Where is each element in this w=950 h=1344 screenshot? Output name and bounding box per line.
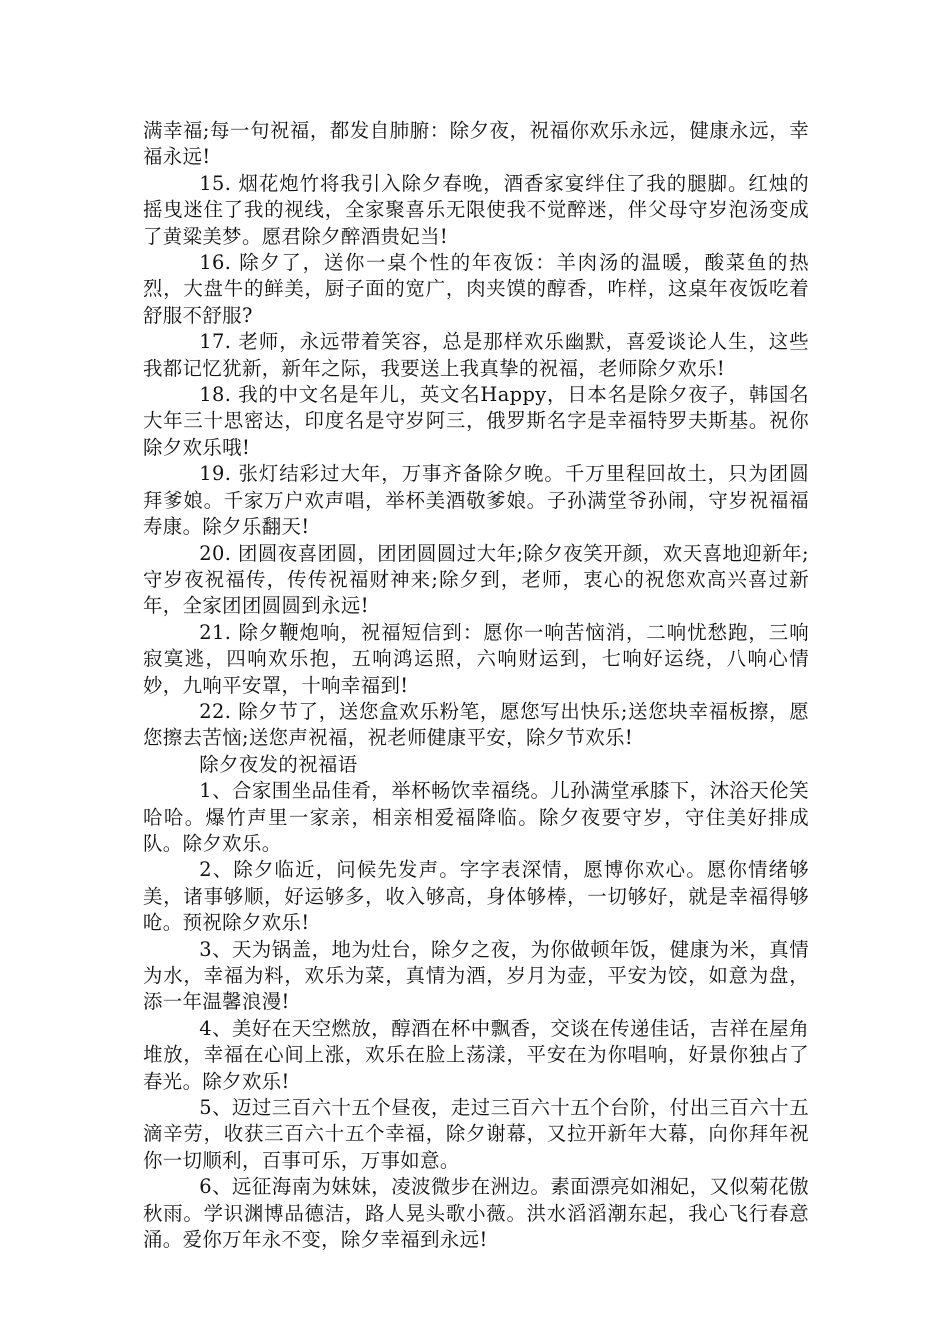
section-heading: 除夕夜发的祝福语 xyxy=(199,752,358,776)
blessing-20: 20. 团圆夜喜团圆，团团圆圆过大年;除夕夜笑开颜，欢天喜地迎新年;守岁夜祝福传，传传祝福财神来;除夕到，老师，衷心的祝您欢高兴喜过新年，全家团团圆圆到永远! xyxy=(143,541,809,618)
blessing-21: 21. 除夕鞭炮响，祝福短信到：愿你一响苦恼消，二响忧愁跑，三响寂寞逃，四响欢乐抱，五响鸿运照，六响财运到，七响好运绕，八响心情妙，九响平安罩，十响幸福到! xyxy=(143,620,809,697)
intro-paragraph: 满幸福;每一句祝福，都发自肺腑：除夕夜，祝福你欢乐永远，健康永远，幸福永远! xyxy=(143,119,809,169)
greeting-1: 1、合家围坐品佳肴，举杯畅饮幸福绕。儿孙满堂承膝下，沐浴天伦笑哈哈。爆竹声里一家亲，相亲相爱福降临。除夕夜要守岁，守住美好排成队。除夕欢乐。 xyxy=(143,779,809,855)
blessing-22: 22. 除夕节了，送您盒欢乐粉笔，愿您写出快乐;送您块幸福板擦，愿您擦去苦恼;送您声祝福，祝老师健康平安，除夕节欢乐! xyxy=(143,699,809,750)
document-page xyxy=(143,118,809,1253)
blessing-16: 16. 除夕了，送你一桌个性的年夜饭：羊肉汤的温暖，酸菜鱼的热烈，大盘牛的鲜美，厨子面的宽广，肉夹馍的醇香，咋样，这桌年夜饭吃着舒服不舒服? xyxy=(143,251,809,327)
greeting-2: 2、除夕临近，问候先发声。字字表深情，愿博你欢心。愿你情绪够美，诸事够顺，好运够多，收入够高，身体够棒，一切够好，就是幸福得够呛。预祝除夕欢乐! xyxy=(143,858,809,935)
greeting-6: 6、远征海南为妹妹，凌波微步在洲边。素面漂亮如湘妃，又似菊花傲秋雨。学识渊博品德洁，路人晃头歌小薇。洪水滔滔潮东起，我心飞行春意涌。爱你万年永不变，除夕幸福到永远! xyxy=(143,1175,809,1252)
blessing-18: 18. 我的中文名是年儿，英文名Happy，日本名是除夕夜子，韩国名大年三十思密达，印度名是守岁阿三，俄罗斯名字是幸福特罗夫斯基。祝你除夕欢乐哦! xyxy=(143,383,809,459)
greeting-4: 4、美好在天空燃放，醇酒在杯中飘香，交谈在传递佳话，吉祥在屋角堆放，幸福在心间上涨，欢乐在脸上荡漾，平安在为你唱响，好景你独占了春光。除夕欢乐! xyxy=(143,1016,809,1093)
blessing-15: 15. 烟花炮竹将我引入除夕春晚，酒香家宴绊住了我的腿脚。红烛的摇曳迷住了我的视线，全家聚喜乐无限使我不觉醉迷，伴父母守岁泡汤变成了黄粱美梦。愿君除夕醉酒贵妃当! xyxy=(143,171,809,248)
greeting-5: 5、迈过三百六十五个昼夜，走过三百六十五个台阶，付出三百六十五滴辛劳，收获三百六十五个幸福，除夕谢幕，又拉开新年大幕，向你拜年祝你一切顺利，百事可乐，万事如意。 xyxy=(143,1096,809,1172)
greeting-3: 3、天为锅盖，地为灶台，除夕之夜，为你做顿年饭，健康为米，真情为水，幸福为料，欢乐为菜，真情为酒，岁月为壶，平安为饺，如意为盘，添一年温馨浪漫! xyxy=(143,937,809,1014)
blessing-19: 19. 张灯结彩过大年，万事齐备除夕晚。千万里程回故土，只为团圆拜爹娘。千家万户欢声唱，举杯美酒敬爹娘。子孙满堂爷孙闹，守岁祝福福寿康。除夕乐翻天! xyxy=(143,462,809,539)
blessing-17: 17. 老师，永远带着笑容，总是那样欢乐幽默，喜爱谈论人生，这些我都记忆犹新，新年之际，我要送上我真挚的祝福，老师除夕欢乐! xyxy=(143,330,809,380)
